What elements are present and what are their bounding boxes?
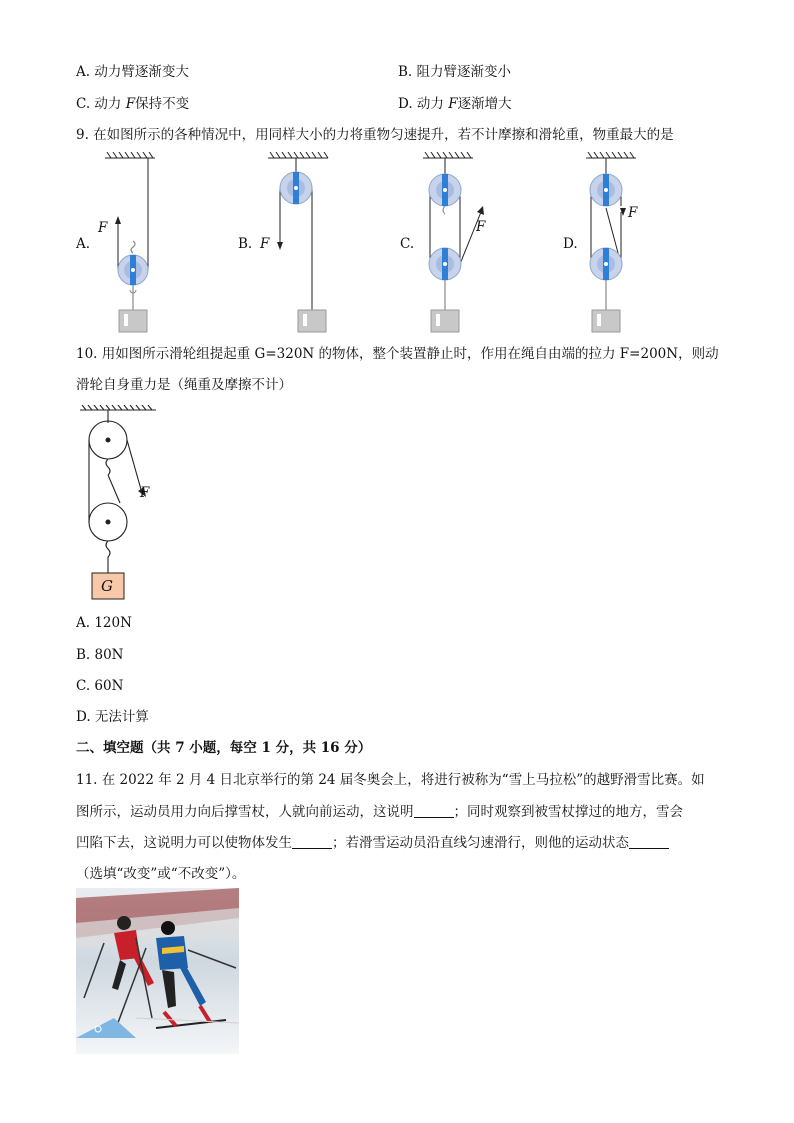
q8-option-c [76, 95, 189, 113]
q9-figure-a [90, 152, 180, 337]
q9-label-c: C. [400, 236, 415, 252]
q10-pulley-figure [76, 405, 186, 605]
q10-stem-line1: 10. 用如图所示滑轮组提起重 G=320N 的物体，整个装置静止时，作用在绳自由端的拉力 F=200N，则动 [76, 346, 719, 362]
q10-option-c: C. 60N [76, 678, 124, 694]
q11-blank-1[interactable] [414, 803, 454, 818]
q11-line3 [76, 834, 669, 852]
skiing-photo [76, 888, 239, 1054]
q10-option-b: B. 80N [76, 647, 124, 663]
q9-force-c: F [476, 219, 486, 235]
q10-force-label: F [140, 485, 150, 501]
q8-option-d-prefix: D. 动力 [398, 96, 449, 112]
q9-figure-c [415, 152, 505, 337]
q9-force-b: F [260, 236, 270, 252]
q9-label-d: D. [563, 236, 578, 252]
q11-line2 [76, 803, 683, 821]
section-title: 二、填空题（共 7 小题，每空 1 分，共 16 分） [76, 740, 372, 756]
q10-option-a: A. 120N [76, 615, 132, 631]
q8-option-b: B. 阻力臂逐渐变小 [398, 64, 512, 80]
q10-weight-label: G [101, 577, 113, 595]
q10-stem-line2: 滑轮自身重力是（绳重及摩擦不计） [76, 377, 292, 393]
q9-label-a: A. [76, 236, 91, 252]
q8-option-c-suffix: 保持不变 [135, 96, 190, 112]
q9-figure-d [578, 152, 658, 337]
q10-option-d: D. 无法计算 [76, 709, 149, 725]
q8-option-c-prefix: C. 动力 [76, 96, 126, 112]
q11-blank-3[interactable] [629, 834, 669, 849]
q11-line3a: 凹陷下去，这说明力可以使物体发生 [76, 835, 292, 851]
q9-force-a: F [98, 220, 108, 236]
q9-force-d: F [628, 205, 638, 221]
q9-figure-b [260, 152, 340, 337]
q9-stem: 9. 在如图所示的各种情况中，用同样大小的力将重物匀速提升，若不计摩擦和滑轮重，物重最大的是 [76, 127, 674, 143]
q8-option-d [398, 95, 512, 113]
q8-option-d-suffix: 逐渐增大 [457, 96, 512, 112]
q11-line2a: 图所示，运动员用力向后撑雪杖，人就向前运动，这说明 [76, 804, 414, 820]
q8-option-d-var: F [448, 96, 458, 112]
q11-line2b: ；同时观察到被雪杖撑过的地方，雪会 [453, 804, 683, 820]
q8-option-a: A. 动力臂逐渐变大 [76, 64, 189, 80]
q11-blank-2[interactable] [292, 834, 332, 849]
q8-option-c-var: F [125, 96, 136, 112]
q9-label-b: B. [238, 236, 253, 252]
q11-line3b: ；若滑雪运动员沿直线匀速滑行，则他的运动状态 [332, 835, 629, 851]
q11-line4: （选填“改变”或“不改变”）。 [76, 866, 246, 882]
q11-line1: 11. 在 2022 年 2 月 4 日北京举行的第 24 届冬奥会上，将进行被称为“雪上马拉松”的越野滑雪比赛。如 [76, 772, 705, 788]
